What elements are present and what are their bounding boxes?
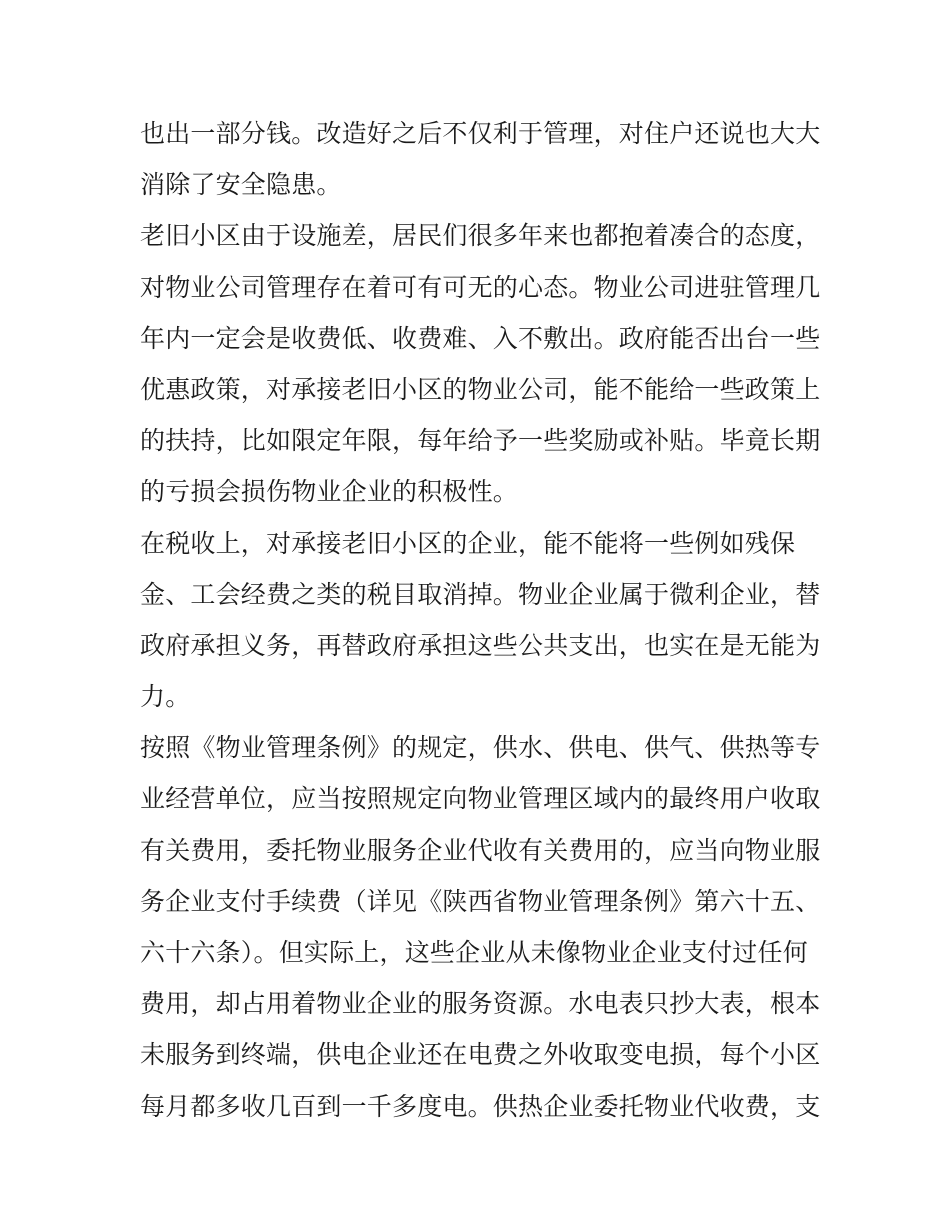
- text-line: 务企业支付手续费（详见《陕西省物业管理条例》第六十五、: [140, 886, 821, 916]
- text-line: 未服务到终端，供电企业还在电费之外收取变电损，每个小区: [140, 1040, 821, 1070]
- text-line: 每月都多收几百到一千多度电。供热企业委托物业代收费，支: [140, 1091, 821, 1121]
- text-line: 业经营单位，应当按照规定向物业管理区域内的最终用户收取: [140, 784, 821, 814]
- text-line: 在税收上，对承接老旧小区的企业，能不能将一些例如残保: [140, 528, 796, 558]
- text-line: 六十六条）。但实际上，这些企业从未像物业企业支付过任何: [140, 938, 808, 967]
- text-line: 有关费用，委托物业服务企业代收有关费用的，应当向物业服: [140, 835, 821, 865]
- document-body: [140, 108, 830, 1132]
- text-line: 对物业公司管理存在着可有可无的心态。物业公司进驻管理几: [140, 272, 821, 302]
- text-line: 也出一部分钱。改造好之后不仅利于管理，对住户还说也大大: [140, 119, 821, 148]
- text-line: 优惠政策，对承接老旧小区的物业公司，能不能给一些政策上: [140, 374, 821, 404]
- text-line: 按照《物业管理条例》的规定，供水、供电、供气、供热等专: [140, 733, 821, 763]
- text-line: 年内一定会是收费低、收费难、入不敷出。政府能否出台一些: [140, 323, 821, 353]
- text-line: 的亏损会损伤物业企业的积极性。: [140, 477, 519, 507]
- text-line: 老旧小区由于设施差，居民们很多年来也都抱着凑合的态度，: [140, 221, 821, 251]
- text-line: 费用，却占用着物业企业的服务资源。水电表只抄大表，根本: [140, 989, 821, 1019]
- text-line: 消除了安全隐患。: [140, 170, 342, 200]
- text-line: 金、工会经费之类的税目取消掉。物业企业属于微利企业，替: [140, 579, 821, 609]
- text-line: 政府承担义务，再替政府承担这些公共支出，也实在是无能为: [140, 630, 821, 660]
- text-line: 的扶持，比如限定年限，每年给予一些奖励或补贴。毕竟长期: [140, 426, 821, 456]
- text-line: 力。: [140, 682, 191, 712]
